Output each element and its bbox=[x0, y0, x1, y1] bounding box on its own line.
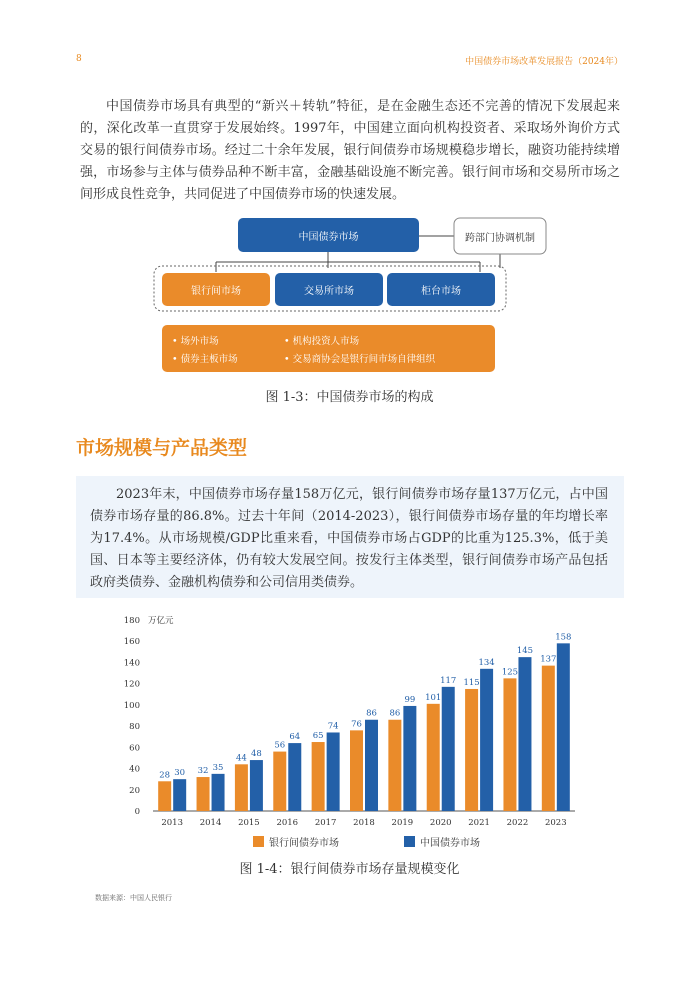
diagram-root-box: 中国债券市场 bbox=[238, 218, 419, 252]
bar-interbank-2020 bbox=[427, 704, 440, 811]
data-label-interbank-2017: 65 bbox=[312, 731, 324, 742]
bar-china-2019 bbox=[403, 706, 416, 811]
x-tick-label: 2013 bbox=[161, 818, 184, 828]
data-label-china-2021: 134 bbox=[478, 657, 495, 668]
data-label-interbank-2021: 115 bbox=[463, 677, 480, 688]
source-note: 数据来源：中国人民银行 bbox=[95, 894, 172, 902]
bar-interbank-2016 bbox=[273, 752, 286, 811]
data-label-interbank-2019: 86 bbox=[389, 708, 401, 719]
bar-interbank-2021 bbox=[465, 689, 478, 811]
x-tick-label: 2014 bbox=[199, 818, 222, 828]
x-tick-label: 2022 bbox=[506, 818, 529, 828]
bar-china-2021 bbox=[480, 669, 493, 811]
subitem-institutional: • 机构投资人市场 bbox=[284, 336, 360, 347]
callout-text: 2023年末，中国债券市场存量158万亿元，银行间债券市场存量137万亿元，占中国债券市场存量的86.8%。过去十年间（2014-2023），银行间债券市场存量的年均增长率为17.4%。从市场规模/GDP比重来看，中国债券市场占GDP的比重为125.3%，低于美国、日本等主要经济体，仍有较大发展空间。按发行主体类型，银行间债券市场产品包括政府类债券、金融机构债券和公司信用类债券。 bbox=[90, 487, 608, 590]
x-tick-label: 2019 bbox=[391, 818, 414, 828]
data-label-interbank-2020: 101 bbox=[425, 692, 442, 703]
legend-label-china: 中国债券市场 bbox=[420, 838, 480, 849]
data-label-interbank-2018: 76 bbox=[351, 719, 362, 730]
data-label-interbank-2016: 56 bbox=[274, 740, 286, 751]
running-header: 中国债券市场改革发展报告（2024年） bbox=[465, 57, 623, 67]
data-label-china-2015: 48 bbox=[250, 749, 262, 760]
bar-interbank-2018 bbox=[350, 730, 363, 811]
y-tick-label: 40 bbox=[129, 764, 140, 775]
y-tick-label: 0 bbox=[134, 807, 140, 817]
y-tick-label: 180 bbox=[123, 616, 140, 626]
x-tick-label: 2015 bbox=[238, 818, 260, 828]
bar-interbank-2023 bbox=[542, 666, 555, 811]
data-label-interbank-2022: 125 bbox=[501, 667, 519, 678]
diagram-subitems-box bbox=[162, 325, 495, 372]
legend-swatch-interbank bbox=[253, 836, 264, 847]
legend-swatch-china bbox=[404, 836, 415, 847]
bar-china-2020 bbox=[442, 687, 455, 811]
bar-china-2016 bbox=[288, 743, 301, 811]
legend-item-china bbox=[404, 834, 480, 849]
subitem-otc: • 场外市场 bbox=[172, 336, 219, 347]
data-label-interbank-2023: 137 bbox=[540, 654, 557, 665]
data-label-china-2019: 99 bbox=[404, 694, 416, 705]
x-tick-label: 2017 bbox=[314, 818, 337, 828]
y-tick-label: 80 bbox=[129, 722, 140, 733]
data-label-interbank-2015: 44 bbox=[235, 753, 247, 764]
subitem-nafmii: • 交易商协会是银行间市场自律组织 bbox=[284, 354, 436, 365]
data-label-interbank-2014: 32 bbox=[197, 766, 209, 777]
x-tick-label: 2018 bbox=[353, 818, 375, 828]
data-label-china-2022: 145 bbox=[516, 646, 534, 657]
y-tick-label: 140 bbox=[123, 658, 140, 669]
x-tick-label: 2016 bbox=[276, 818, 299, 828]
diagram-child-counter: 柜台市场 bbox=[387, 273, 495, 306]
legend-item-interbank bbox=[253, 834, 339, 849]
bar-china-2014 bbox=[212, 774, 225, 811]
data-label-china-2017: 74 bbox=[327, 721, 339, 732]
data-label-china-2020: 117 bbox=[440, 675, 457, 686]
x-tick-label: 2020 bbox=[429, 818, 452, 828]
legend-label-interbank: 银行间债券市场 bbox=[269, 838, 339, 849]
page-number: 8 bbox=[76, 54, 82, 64]
bar-interbank-2015 bbox=[235, 764, 248, 811]
subitem-main-board: • 债券主板市场 bbox=[172, 354, 238, 365]
data-label-china-2018: 86 bbox=[366, 708, 377, 719]
bar-interbank-2019 bbox=[388, 720, 401, 811]
y-unit-label: 万亿元 bbox=[148, 616, 174, 626]
diagram-child-interbank: 银行间市场 bbox=[162, 273, 270, 306]
bar-china-2022 bbox=[518, 657, 531, 811]
bond-market-chart bbox=[110, 608, 590, 854]
y-tick-label: 60 bbox=[129, 743, 140, 754]
data-label-china-2014: 35 bbox=[212, 762, 224, 773]
figure-2-caption: 图 1-4：银行间债券市场存量规模变化 bbox=[239, 862, 460, 877]
bar-china-2013 bbox=[173, 779, 186, 811]
bar-china-2015 bbox=[250, 760, 263, 811]
x-tick-label: 2021 bbox=[468, 818, 490, 828]
diagram-side-box: 跨部门协调机制 bbox=[465, 232, 535, 244]
data-label-china-2013: 30 bbox=[174, 768, 186, 779]
data-label-interbank-2013: 28 bbox=[159, 770, 171, 781]
bar-interbank-2017 bbox=[312, 742, 325, 811]
bar-interbank-2014 bbox=[197, 777, 210, 811]
section-title: 市场规模与产品类型 bbox=[76, 437, 248, 459]
bar-interbank-2013 bbox=[158, 781, 171, 811]
y-tick-label: 160 bbox=[123, 637, 140, 648]
bar-china-2018 bbox=[365, 720, 378, 811]
y-tick-label: 120 bbox=[123, 679, 140, 690]
bar-china-2023 bbox=[557, 643, 570, 811]
x-tick-label: 2023 bbox=[544, 818, 567, 828]
intro-text: 中国债券市场具有典型的“新兴＋转轨”特征，是在金融生态还不完善的情况下发展起来的，深化改革一直贯穿于发展始终。1997年，中国建立面向机构投资者、采取场外询价方式交易的银行间债券市场。经过二十余年发展，银行间债券市场规模稳步增长，融资功能持续增强，市场参与主体与债券品种不断丰富，金融基础设施不断完善。银行间市场和交易所市场之间形成良性竞争，共同促进了中国债券市场的快速发展。 bbox=[80, 99, 620, 202]
bar-interbank-2022 bbox=[503, 678, 516, 811]
figure-1-caption: 图 1-3：中国债券市场的构成 bbox=[265, 390, 434, 405]
data-label-china-2023: 158 bbox=[555, 632, 572, 643]
y-tick-label: 20 bbox=[129, 785, 140, 796]
y-tick-label: 100 bbox=[123, 700, 140, 711]
callout-box bbox=[76, 476, 624, 598]
diagram-child-exchange: 交易所市场 bbox=[275, 273, 383, 306]
bar-china-2017 bbox=[327, 732, 340, 811]
data-label-china-2016: 64 bbox=[289, 732, 301, 743]
